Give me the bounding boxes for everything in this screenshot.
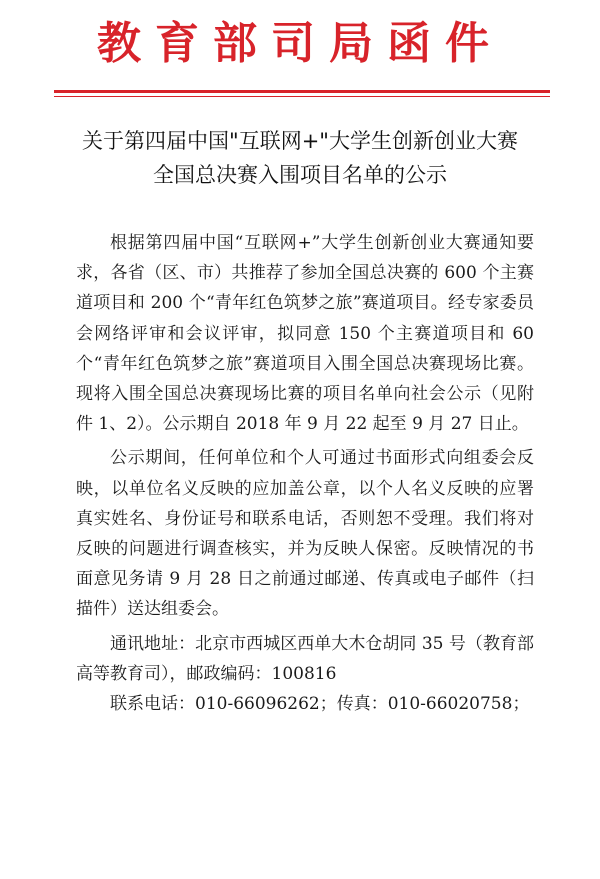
document-body [76, 228, 534, 719]
paragraph-announcement: 根据第四届中国“互联网+”大学生创新创业大赛通知要求，各省（区、市）共推荐了参加全国总决赛的 600 个主赛道项目和 200 个“青年红色筑梦之旅”赛道项目。经专家委员会网络评审和会议评审，拟同意 150 个主赛道项目和 60 个“青年红色筑梦之旅”赛道项目入围全国总决赛现场比赛。现将入围全国总决赛现场比赛的项目名单向社会公示（见附件 1、2）。公示期自 2018 年 9 月 22 起至 9 月 27 日止。 [76, 233, 534, 435]
paragraph-feedback: 公示期间，任何单位和个人可通过书面形式向组委会反映，以单位名义反映的应加盖公章，以个人名义反映的应署真实姓名、身份证号和联系电话，否则恕不受理。我们将对反映的问题进行调查核实，并为反映人保密。反映情况的书面意见务请 9 月 28 日之前通过邮递、传真或电子邮件（扫描件）送达组委会。 [76, 448, 534, 620]
paragraph-address: 通讯地址：北京市西城区西单大木仓胡同 35 号（教育部高等教育司），邮政编码：100816 [76, 633, 534, 684]
letterhead-title: 教育部司局函件 [97, 18, 503, 69]
document-title-line-2: 全国总决赛入围项目名单的公示 [153, 163, 447, 187]
document-title-line-1: 关于第四届中国"互联网+"大学生创新创业大赛 [82, 129, 518, 153]
paragraph-contact: 联系电话：010-66096262；传真：010-66020758； [110, 694, 530, 715]
letterhead-rule-thick [54, 90, 550, 93]
letterhead [0, 0, 600, 92]
document-title [40, 124, 560, 192]
letterhead-rule-thin [54, 96, 550, 97]
